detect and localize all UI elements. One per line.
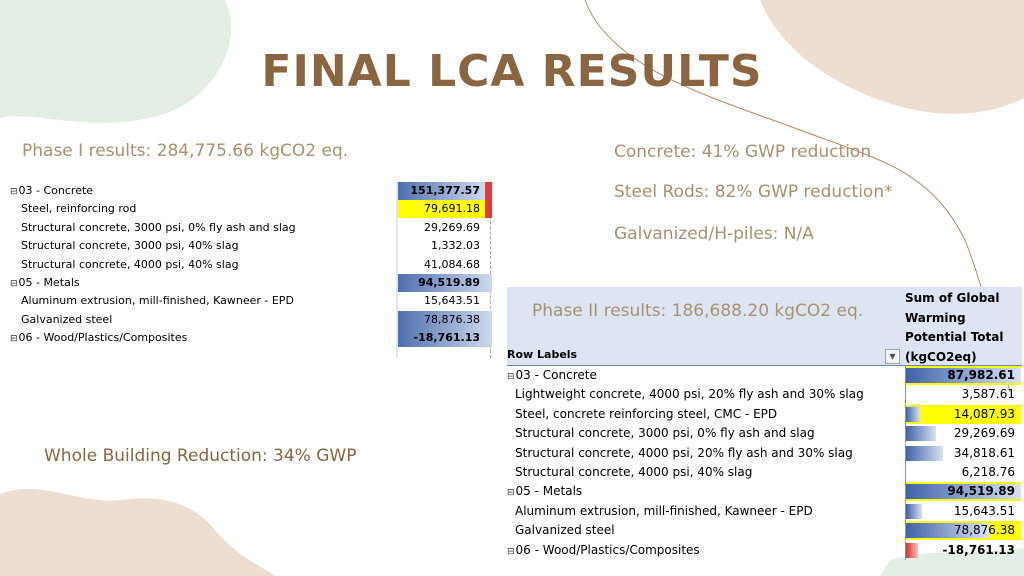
row-value-text: -18,761.13	[942, 542, 1015, 557]
row-label	[507, 482, 902, 504]
row-label	[10, 274, 388, 293]
table-row[interactable]	[507, 444, 1022, 464]
row-label-text: Galvanized steel	[21, 312, 113, 326]
row-label	[507, 463, 910, 483]
row-value-text: 29,269.69	[953, 426, 1015, 441]
row-label-text: Aluminum extrusion, mill-finished, Kawneer - EPD	[515, 503, 813, 518]
row-label	[507, 444, 910, 464]
reduction-concrete: Concrete: 41% GWP reduction	[614, 142, 872, 162]
filter-dropdown-icon[interactable]: ▼	[885, 349, 900, 364]
row-label-text: Galvanized steel	[515, 523, 615, 538]
row-label	[10, 237, 399, 255]
row-label	[507, 385, 910, 405]
row-label-text: 03 - Concrete	[515, 368, 597, 382]
row-label	[10, 329, 388, 348]
row-value	[905, 521, 1021, 540]
row-label	[507, 424, 910, 444]
table-row[interactable]	[507, 385, 1022, 405]
row-value	[905, 541, 1021, 560]
row-value	[398, 182, 492, 200]
row-label-text: 05 - Metals	[515, 484, 583, 499]
data-bar	[906, 426, 936, 441]
row-value-text: 41,084.68	[424, 257, 480, 271]
row-value-text: 78,876.38	[424, 312, 480, 326]
row-label	[10, 292, 399, 310]
collapse-icon[interactable]: ⊟	[10, 279, 18, 289]
row-value	[905, 444, 1021, 463]
row-label	[10, 200, 399, 218]
row-value-text: 15,643.51	[424, 294, 480, 308]
row-value-text: 14,087.93	[953, 406, 1015, 421]
row-value	[905, 482, 1021, 501]
row-value	[398, 256, 492, 274]
column-header: Sum of Global Warming Potential Total (kgCO2eq)	[905, 291, 1004, 364]
row-label-text: 03 - Concrete	[18, 184, 94, 197]
row-label-text: Structural concrete, 3000 psi, 40% slag	[21, 239, 239, 253]
row-value-text: 34,818.61	[953, 445, 1015, 460]
phase1-pivot-table	[10, 182, 494, 358]
collapse-icon[interactable]: ⊟	[507, 488, 515, 499]
row-value-text: 29,269.69	[424, 220, 480, 234]
row-label-text: Steel, concrete reinforcing steel, CMC - EPD	[515, 406, 778, 421]
row-label-text: Aluminum extrusion, mill-finished, Kawneer - EPD	[21, 294, 294, 308]
row-value	[398, 292, 492, 310]
row-value-text: 15,643.51	[953, 503, 1015, 518]
row-label	[10, 311, 399, 329]
collapse-icon[interactable]: ⊟	[507, 372, 515, 382]
row-value-text: 79,691.18	[424, 202, 480, 216]
row-value	[905, 366, 1021, 385]
row-label-text: 05 - Metals	[18, 276, 80, 289]
phase2-results-text: Phase II results: 186,688.20 kgCO2 eq.	[532, 301, 864, 321]
row-value	[905, 385, 1021, 404]
row-label-text: Structural concrete, 4000 psi, 40% slag	[21, 257, 239, 271]
row-label	[10, 219, 399, 237]
row-value-text: 78,876.38	[953, 523, 1015, 538]
row-labels-header: Row Labels	[507, 348, 578, 361]
row-value	[398, 237, 492, 255]
row-label	[507, 502, 910, 522]
row-label	[507, 541, 902, 563]
reduction-steel-rods: Steel Rods: 82% GWP reduction*	[614, 182, 893, 202]
table-row[interactable]	[507, 502, 1022, 522]
row-label	[507, 405, 910, 425]
data-bar	[906, 407, 920, 422]
row-value	[398, 329, 492, 347]
phase1-results-text: Phase I results: 284,775.66 kgCO2 eq.	[22, 141, 349, 161]
row-value	[398, 311, 492, 329]
row-value	[905, 463, 1021, 482]
row-value-text: 94,519.89	[947, 484, 1015, 499]
row-label	[507, 521, 910, 541]
row-value-text: 87,982.61	[947, 368, 1015, 382]
data-bar	[906, 446, 943, 461]
category-row[interactable]	[507, 366, 1022, 386]
table-row[interactable]	[507, 521, 1022, 541]
collapse-icon[interactable]: ⊟	[10, 187, 18, 197]
category-row[interactable]	[507, 482, 1022, 502]
row-value-text: 94,519.89	[418, 276, 480, 289]
row-value	[398, 219, 492, 237]
collapse-icon[interactable]: ⊟	[507, 546, 515, 557]
row-value	[905, 502, 1021, 521]
row-label-text: Structural concrete, 4000 psi, 20% fly ash and 30% slag	[515, 445, 853, 460]
category-row[interactable]	[507, 541, 1022, 561]
data-bar	[906, 543, 918, 558]
page-title: FINAL LCA RESULTS	[261, 46, 763, 97]
row-value	[905, 424, 1021, 443]
data-bar	[906, 504, 922, 519]
row-label	[507, 366, 902, 388]
row-value-text: -18,761.13	[413, 331, 480, 345]
row-value-text: 6,218.76	[961, 465, 1015, 479]
reduction-galvanized: Galvanized/H-piles: N/A	[614, 224, 814, 244]
row-label-text: Lightweight concrete, 4000 psi, 20% fly ash and 30% slag	[515, 387, 864, 402]
row-label-text: 06 - Wood/Plastics/Composites	[18, 331, 188, 345]
row-label-text: 06 - Wood/Plastics/Composites	[515, 542, 700, 557]
row-label	[10, 256, 399, 274]
row-label-text: Steel, reinforcing rod	[21, 202, 137, 216]
row-value	[398, 274, 492, 292]
table-row[interactable]	[507, 463, 1022, 483]
row-label-text: Structural concrete, 3000 psi, 0% fly ash and slag	[21, 220, 296, 234]
table-row[interactable]	[507, 424, 1022, 444]
row-label	[10, 182, 388, 201]
table-row[interactable]	[507, 405, 1022, 425]
row-value-text: 1,332.03	[431, 239, 480, 253]
collapse-icon[interactable]: ⊟	[10, 334, 18, 345]
row-value	[398, 200, 492, 218]
whole-building-reduction: Whole Building Reduction: 34% GWP	[44, 446, 357, 466]
row-value-text: 151,377.57	[410, 184, 480, 197]
row-value	[905, 405, 1021, 424]
row-label-text: Structural concrete, 4000 psi, 40% slag	[515, 465, 753, 479]
row-value-text: 3,587.61	[961, 387, 1015, 402]
phase2-pivot-table	[507, 287, 1022, 567]
row-label-text: Structural concrete, 3000 psi, 0% fly ash and slag	[515, 426, 815, 441]
